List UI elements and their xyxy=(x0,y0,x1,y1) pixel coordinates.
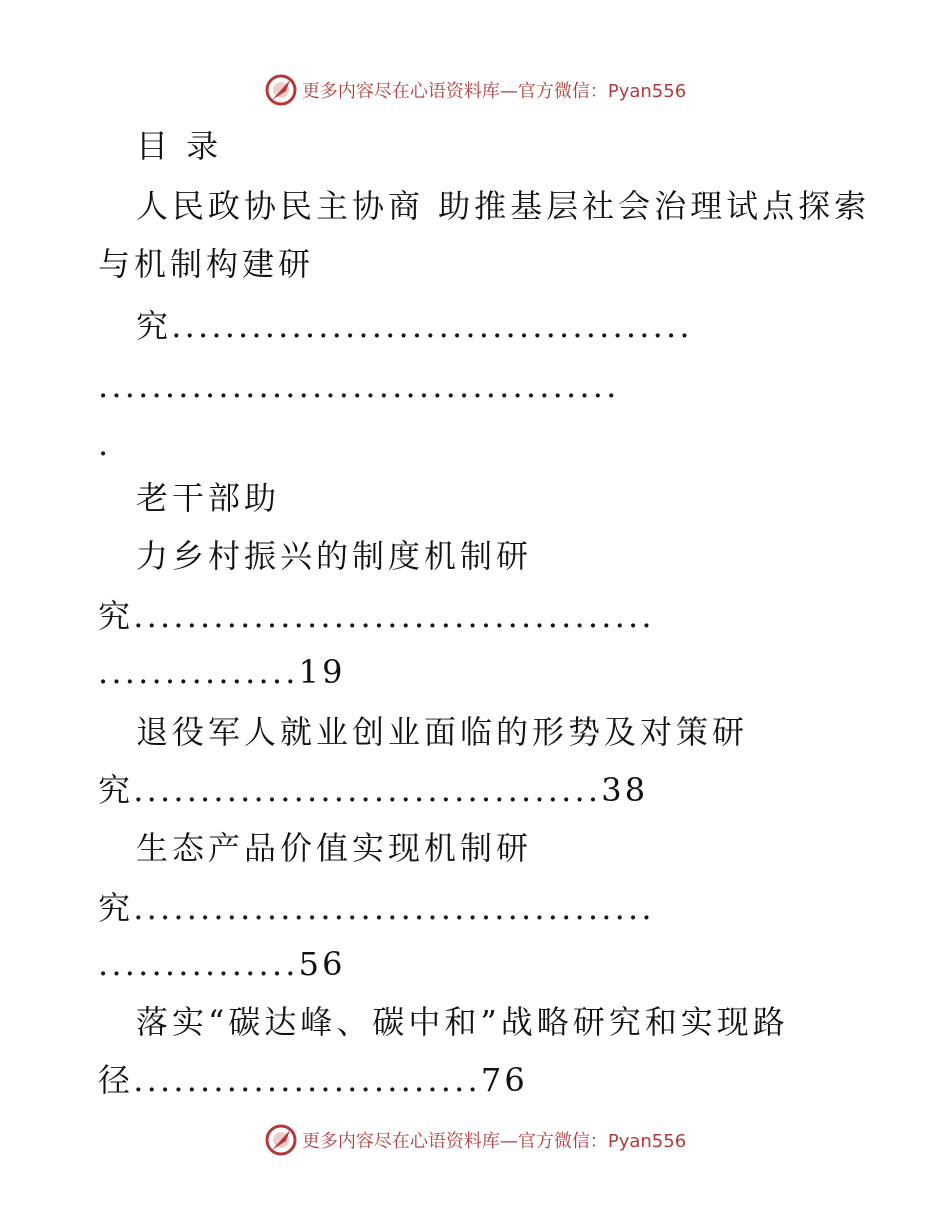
watermark-text: 更多内容尽在心语资料库—官方微信：Pyan556 xyxy=(301,1131,687,1152)
toc-entry-4-line-1: 生态产品价值实现机制研 xyxy=(136,829,533,867)
watermark-bottom xyxy=(0,1118,950,1162)
watermark-top xyxy=(0,68,950,112)
toc-entry-2-line-3: 究....................................... xyxy=(98,597,655,635)
toc-entry-5-line-2: 径..........................76 xyxy=(98,1061,528,1099)
quill-logo-icon xyxy=(264,73,298,107)
toc-entry-1-line-1: 人民政协民主协商 助推基层社会治理试点探索 xyxy=(136,187,871,225)
watermark-text: 更多内容尽在心语资料库—官方微信：Pyan556 xyxy=(301,81,687,102)
toc-heading: 目 录 xyxy=(136,127,223,165)
toc-entry-2-line-2: 力乡村振兴的制度机制研 xyxy=(136,537,533,575)
toc-entry-1-line-5: . xyxy=(98,425,112,463)
toc-entry-2-line-1: 老干部助 xyxy=(136,479,281,517)
toc-entry-3-line-1: 退役军人就业创业面临的形势及对策研 xyxy=(136,713,749,751)
toc-entry-1-line-3: 究....................................... xyxy=(136,307,693,345)
toc-entry-1-line-4: ....................................... xyxy=(98,367,620,405)
toc-entry-5-line-1: 落实“碳达峰、碳中和”战略研究和实现路 xyxy=(136,1003,789,1041)
toc-entry-2-line-4: ...............19 xyxy=(98,653,346,691)
toc-entry-4-line-3: ...............56 xyxy=(98,945,346,983)
toc-entry-1-line-2: 与机制构建研 xyxy=(98,245,315,283)
quill-logo-icon xyxy=(264,1123,298,1157)
toc-entry-4-line-2: 究....................................... xyxy=(98,889,655,927)
toc-entry-3-line-2: 究...................................38 xyxy=(98,771,649,809)
